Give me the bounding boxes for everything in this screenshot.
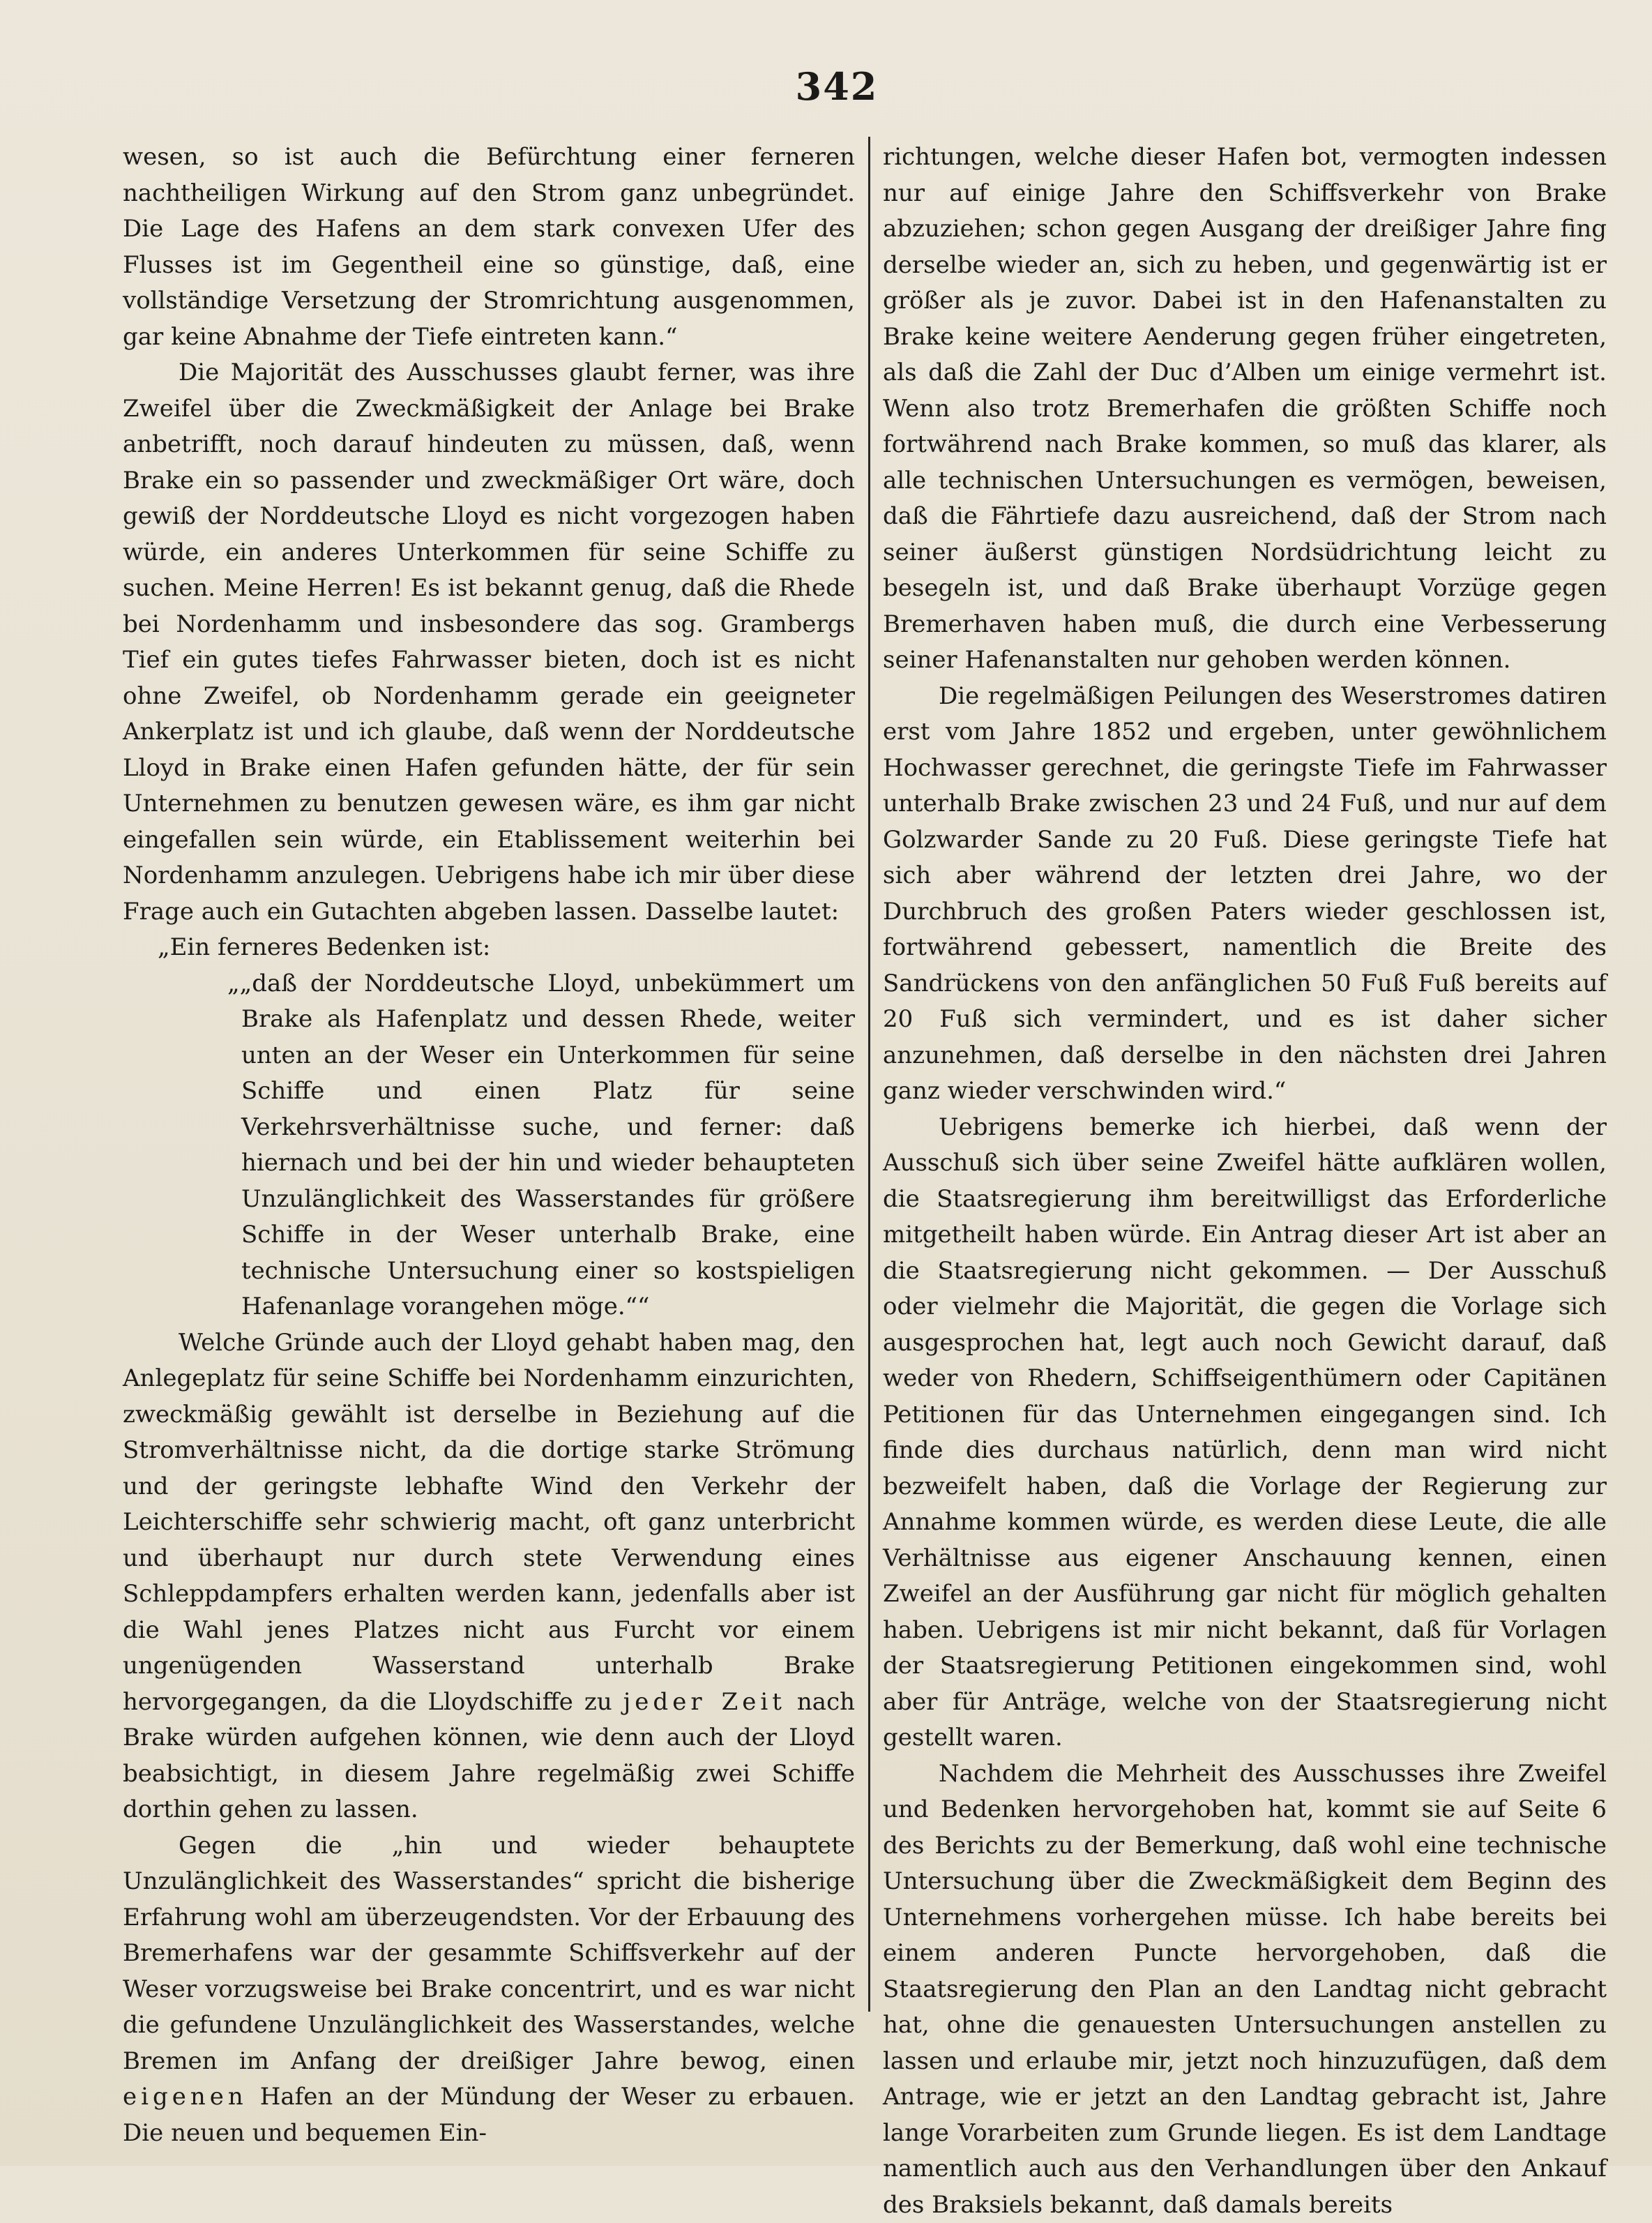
paragraph-text: Hafen an der	[260, 2083, 428, 2111]
right-column	[883, 140, 1607, 2223]
page-number: 342	[795, 64, 879, 109]
paragraph	[123, 1325, 855, 1828]
paragraph	[123, 1828, 855, 2152]
paragraph: wesen, so ist auch die Befürchtung einer ferneren nachtheiligen Wirkung auf den Strom ganz unbegründet. Die Lage des Hafens an dem stark convexen Ufer des Flusses ist im Gegentheil eine so günstige, daß, eine vollständige Versetzung der Stromrichtung ausgenommen, gar keine Abnahme der Tiefe eintreten kann.“	[123, 140, 855, 355]
left-column	[123, 140, 855, 2151]
emphasized-text: eigenen	[123, 2083, 248, 2111]
paragraph-text: Welche Gründe auch der Lloyd gehabt haben mag, den Anlegeplatz für seine Schiffe bei Nordenhamm einzurichten, zweckmäßig gewählt ist derselbe in Beziehung auf die Stromverhältnisse nicht, da die dortige starke Strömung und der geringste lebhafte Wind den Verkehr der Leichterschiffe sehr schwierig macht, oft ganz unterbricht und überhaupt nur durch stete Verwendung eines Schleppdampfers erhalten werden kann, jedenfalls aber ist die Wahl jenes Platzes nicht aus Furcht vor einem ungenügenden Wasserstand unterhalb Brake hervorgegangen, da die Lloydschiffe zu	[123, 1329, 855, 1716]
column-divider	[868, 137, 870, 2012]
paragraph: Uebrigens bemerke ich hierbei, daß wenn der Ausschuß sich über seine Zweifel hätte aufklären wollen, die Staatsregierung ihm bereitwilligst das Erforderliche mitgetheilt haben würde. Ein Antrag dieser Art ist aber an die Staatsregierung nicht gekommen. — Der Ausschuß oder vielmehr die Majorität, die gegen die Vorlage sich ausgesprochen hat, legt auch noch Gewicht darauf, daß weder von Rhedern, Schiffseigenthümern oder Capitänen Petitionen für das Unternehmen eingegangen sind. Ich finde dies durchaus natürlich, denn man wird nicht bezweifelt haben, daß die Vorlage der Regierung zur Annahme kommen würde, es werden diese Leute, die alle Verhältnisse aus eigener Anschauung kennen, einen Zweifel an der Ausführung gar nicht für möglich gehalten haben. Uebrigens ist mir nicht bekannt, daß für Vorlagen der Staatsregierung Petitionen eingekommen sind, wohl aber für Anträge, welche von der Staatsregierung nicht gestellt waren.	[883, 1110, 1607, 1756]
block-quote: „„daß der Norddeutsche Lloyd, unbekümmert um Brake als Hafenplatz und dessen Rhede, weiter unten an der Weser ein Unterkommen für seine Schiffe und einen Platz für seine Verkehrsverhältnisse suche, und ferner: daß hiernach und bei der hin und wieder behaupteten Unzulänglichkeit des Wasserstandes für größere Schiffe in der Weser unterhalb Brake, eine technische Untersuchung einer so kostspieligen Hafenanlage vorangehen möge.““	[241, 966, 855, 1325]
emphasized-text: jeder Zeit	[623, 1688, 786, 1716]
paragraph: Die regelmäßigen Peilungen des Weserstromes datiren erst vom Jahre 1852 und ergeben, unter gewöhnlichem Hochwasser gerechnet, die geringste Tiefe im Fahrwasser unterhalb Brake zwischen 23 und 24 Fuß, und nur auf dem Golzwarder Sande zu 20 Fuß. Diese geringste Tiefe hat sich aber während der letzten drei Jahre, wo der Durchbruch des großen Paters wieder geschlossen ist, fortwährend gebessert, namentlich die Breite des Sandrückens von den anfänglichen 50 Fuß Fuß bereits auf 20 Fuß sich vermindert, und es ist daher sicher anzunehmen, daß derselbe in den nächsten drei Jahren ganz wieder verschwinden wird.“	[883, 679, 1607, 1110]
paragraph-text: Mündung der Weser zu erbauen. Die neuen und bequemen Ein-	[123, 2083, 855, 2147]
quote-intro: „Ein ferneres Bedenken ist:	[123, 930, 855, 966]
paragraph: Nachdem die Mehrheit des Ausschusses ihre Zweifel und Bedenken hervorgehoben hat, kommt sie auf Seite 6 des Berichts zu der Bemerkung, daß wohl eine technische Untersuchung über die Zweckmäßigkeit dem Beginn des Unternehmens vorhergehen müsse. Ich habe bereits bei einem anderen Puncte hervorgehoben, daß die Staatsregierung den Plan an den Landtag nicht gebracht hat, ohne die genauesten Untersuchungen anstellen zu lassen und erlaube mir, jetzt noch hinzuzufügen, daß dem Antrage, wie er jetzt an den Landtag gebracht ist, Jahre lange Vorarbeiten zum Grunde liegen. Es ist dem Landtage namentlich auch aus den Verhandlungen über den Ankauf des Braksiels bekannt, daß damals bereits	[883, 1756, 1607, 2223]
paragraph-text: Gegen die „hin und wieder behauptete Unzulänglichkeit des Wasserstandes“ spricht die bisherige Erfahrung wohl am überzeugendsten. Vor der Erbauung des Bremerhafens war der gesammte Schiffsverkehr auf der Weser vorzugsweise bei Brake concentrirt, und es war nicht die gefundene Unzulänglichkeit des Wasserstandes, welche Bremen im Anfang der dreißiger Jahre bewog, einen	[123, 1832, 855, 2075]
paragraph: Die Majorität des Ausschusses glaubt ferner, was ihre Zweifel über die Zweckmäßigkeit der Anlage bei Brake anbetrifft, noch darauf hindeuten zu müssen, daß, wenn Brake ein so passender und zweckmäßiger Ort wäre, doch gewiß der Norddeutsche Lloyd es nicht vorgezogen haben würde, ein anderes Unterkommen für seine Schiffe zu suchen. Meine Herren! Es ist bekannt genug, daß die Rhede bei Nordenhamm und insbesondere das sog. Grambergs Tief ein gutes tiefes Fahrwasser bieten, doch ist es nicht ohne Zweifel, ob Nordenhamm gerade ein geeigneter Ankerplatz ist und ich glaube, daß wenn der Norddeutsche Lloyd in Brake einen Hafen gefunden hätte, der für sein Unternehmen zu benutzen gewesen wäre, es ihm gar nicht eingefallen sein würde, ein Etablissement weiterhin bei Nordenhamm anzulegen. Uebrigens habe ich mir über diese Frage auch ein Gutachten abgeben lassen. Dasselbe lautet:	[123, 355, 855, 930]
paragraph: richtungen, welche dieser Hafen bot, vermogten indessen nur auf einige Jahre den Schiffsverkehr von Brake abzuziehen; schon gegen Ausgang der dreißiger Jahre fing derselbe wieder an, sich zu heben, und gegenwärtig ist er größer als je zuvor. Dabei ist in den Hafenanstalten zu Brake keine weitere Aenderung gegen früher eingetreten, als daß die Zahl der Duc d’Alben um einige vermehrt ist. Wenn also trotz Bremerhafen die größten Schiffe noch fortwährend nach Brake kommen, so muß das klarer, als alle technischen Untersuchungen es vermögen, beweisen, daß die Fährtiefe dazu ausreichend, daß der Strom nach seiner äußerst günstigen Nordsüdrichtung leicht zu besegeln ist, und daß Brake überhaupt Vorzüge gegen Bremerhaven haben muß, die durch eine Verbesserung seiner Hafenanstalten nur gehoben werden können.	[883, 140, 1607, 679]
paragraph-text: nach Brake würden aufgehen können, wie denn auch der Lloyd beabsichtigt, in diesem Jahre regelmäßig zwei Schiffe dorthin gehen zu lassen.	[123, 1688, 855, 1824]
